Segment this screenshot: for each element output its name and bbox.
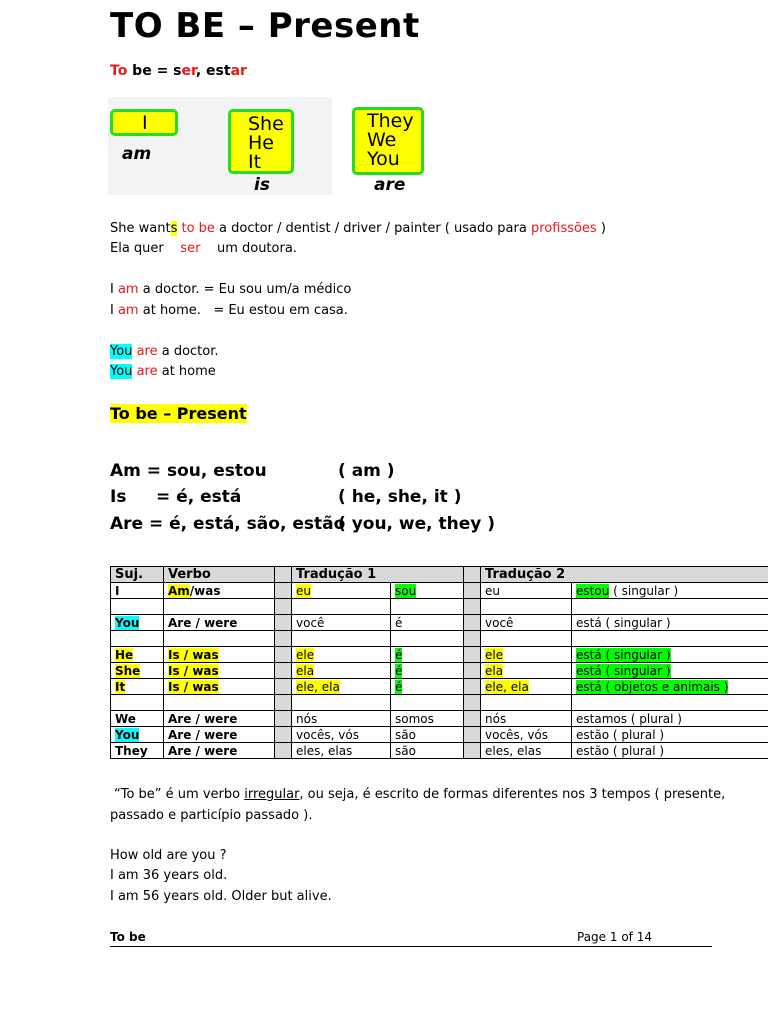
cell xyxy=(391,631,464,647)
cell-text: sou xyxy=(395,583,417,598)
cell: Are / were xyxy=(164,727,275,743)
text: “To be” é um verbo xyxy=(114,787,245,802)
page-title: TO BE – Present xyxy=(110,6,420,46)
cell xyxy=(391,663,464,679)
table-row xyxy=(111,711,768,727)
cell xyxy=(292,583,391,599)
cell-text: You xyxy=(115,615,140,630)
cell xyxy=(292,599,391,615)
cell xyxy=(292,679,391,695)
highlight-s: s xyxy=(170,221,178,236)
cell-text: é xyxy=(395,647,403,662)
table-gap xyxy=(275,615,292,631)
verb-label-am: am xyxy=(122,144,152,164)
cell: We xyxy=(111,711,164,727)
form-is-left: Is = é, está xyxy=(110,487,242,507)
table-row-empty xyxy=(111,599,768,615)
cell xyxy=(164,647,275,663)
cell: está ( singular ) xyxy=(572,615,768,631)
form-are-right: ( you, we, they ) xyxy=(338,514,496,534)
text: at home xyxy=(157,364,216,379)
text-are: are xyxy=(136,364,158,379)
cell-text: Am xyxy=(168,583,190,598)
cell: I xyxy=(111,583,164,599)
cell xyxy=(111,679,164,695)
header-sujeito: Suj. xyxy=(111,567,164,583)
cell xyxy=(391,647,464,663)
verb-label-are: are xyxy=(374,175,406,195)
table-gap xyxy=(464,599,481,615)
cell-text: Is / was xyxy=(168,647,219,662)
table-gap xyxy=(275,727,292,743)
cell xyxy=(111,647,164,663)
section-heading-text: To be – Present xyxy=(110,404,247,423)
cell-text: Is / was xyxy=(168,663,219,678)
cell xyxy=(572,599,768,615)
header-verbo: Verbo xyxy=(164,567,275,583)
pronoun-they: They xyxy=(367,110,414,132)
answer-line-1: I am 36 years old. xyxy=(110,868,228,883)
cell-text: ele xyxy=(485,647,504,662)
table-gap xyxy=(464,727,481,743)
page-number: Page 1 of 14 xyxy=(577,930,652,944)
table-gap xyxy=(464,743,481,759)
cell: eles, elas xyxy=(292,743,391,759)
table-row xyxy=(111,743,768,759)
table-gap xyxy=(275,711,292,727)
cell: eu xyxy=(481,583,572,599)
cell-text: ele, ela xyxy=(296,679,340,694)
cell-text: You xyxy=(115,727,140,742)
pronoun-i: I xyxy=(142,112,148,134)
header-traducao-1: Tradução 1 xyxy=(292,567,464,583)
table-gap xyxy=(275,631,292,647)
cell-text: é xyxy=(395,663,403,678)
cell: vocês, vós xyxy=(481,727,572,743)
text-to-be: to be xyxy=(181,221,215,236)
table-row xyxy=(111,727,768,743)
pronoun-box-they-we-you xyxy=(352,107,424,175)
table-gap xyxy=(464,663,481,679)
example-line-3 xyxy=(110,282,351,297)
section-heading xyxy=(110,404,247,423)
cell: estão ( plural ) xyxy=(572,743,768,759)
text: She want xyxy=(110,221,171,236)
question-line: How old are you ? xyxy=(110,848,227,863)
cell xyxy=(572,647,768,663)
cell xyxy=(391,679,464,695)
table-gap xyxy=(464,631,481,647)
cell: são xyxy=(391,743,464,759)
text-ser: ser xyxy=(180,241,201,256)
cell xyxy=(572,679,768,695)
text: I xyxy=(110,303,118,318)
table-row xyxy=(111,615,768,631)
table-gap xyxy=(275,743,292,759)
conjugation-table xyxy=(110,566,768,759)
text: a doctor. xyxy=(157,344,219,359)
cell xyxy=(292,631,391,647)
cell xyxy=(164,583,275,599)
cell xyxy=(164,599,275,615)
table-gap xyxy=(464,711,481,727)
cell xyxy=(164,695,275,711)
text: a doctor. = Eu sou um/a médico xyxy=(138,282,352,297)
pronoun-figure xyxy=(108,97,332,195)
footer-title: To be xyxy=(110,930,146,944)
cell-text: ele xyxy=(296,647,315,662)
cell-text: está ( singular ) xyxy=(576,647,671,662)
cell-text: /was xyxy=(189,583,221,598)
cell xyxy=(292,695,391,711)
text-profissoes: profissões xyxy=(530,221,597,236)
cell: vocês, vós xyxy=(292,727,391,743)
text: at home. = Eu estou em casa. xyxy=(138,303,348,318)
subtitle-part: To xyxy=(110,63,128,79)
table-row xyxy=(111,679,768,695)
cell: nós xyxy=(292,711,391,727)
cell xyxy=(111,631,164,647)
cell xyxy=(111,615,164,631)
table-row xyxy=(111,647,768,663)
cell xyxy=(481,599,572,615)
cell xyxy=(111,599,164,615)
cell xyxy=(292,647,391,663)
cell: são xyxy=(391,727,464,743)
subtitle-part: ar xyxy=(230,63,247,79)
cell-text: ( singular ) xyxy=(609,583,679,598)
table-gap xyxy=(464,679,481,695)
cell: você xyxy=(292,615,391,631)
table-gap xyxy=(275,567,292,583)
table-row-empty xyxy=(111,631,768,647)
cell xyxy=(481,631,572,647)
subtitle-part: , est xyxy=(195,63,231,79)
cell-text: She xyxy=(115,663,141,678)
cell xyxy=(572,583,768,599)
cell xyxy=(572,695,768,711)
explanation-paragraph-line-2: passado e particípio passado ). xyxy=(110,808,313,823)
cell xyxy=(164,679,275,695)
pronoun-you: You xyxy=(367,148,400,170)
table-gap xyxy=(464,647,481,663)
cell xyxy=(292,663,391,679)
text: I xyxy=(110,282,118,297)
cell xyxy=(572,631,768,647)
text-am: am xyxy=(117,303,139,318)
pronoun-it: It xyxy=(248,151,262,173)
cell: Are / were xyxy=(164,615,275,631)
cell-text: está ( objetos e animais ) xyxy=(576,679,729,694)
subtitle xyxy=(110,63,247,79)
text-are: are xyxy=(136,344,158,359)
cell: They xyxy=(111,743,164,759)
cell-text: estou xyxy=(576,583,610,598)
pronoun-she: She xyxy=(248,113,284,135)
form-are-left: Are = é, está, são, estão xyxy=(110,514,346,534)
cell: Are / were xyxy=(164,711,275,727)
example-line-2 xyxy=(110,241,297,256)
pronoun-box-she-he-it xyxy=(228,109,294,174)
example-line-6 xyxy=(110,364,216,379)
cell: é xyxy=(391,615,464,631)
text-you: You xyxy=(110,344,133,359)
cell: estão ( plural ) xyxy=(572,727,768,743)
cell-text: ela xyxy=(485,663,504,678)
subtitle-part: be = s xyxy=(127,63,182,79)
text: um doutora. xyxy=(200,241,297,256)
cell-text: eu xyxy=(296,583,311,598)
cell-text: está ( singular ) xyxy=(576,663,671,678)
table-header-row xyxy=(111,567,768,583)
cell xyxy=(391,695,464,711)
cell: eles, elas xyxy=(481,743,572,759)
subtitle-part: er xyxy=(181,63,196,79)
pronoun-box-i xyxy=(110,109,178,136)
cell xyxy=(481,663,572,679)
cell: nós xyxy=(481,711,572,727)
cell: somos xyxy=(391,711,464,727)
table-row xyxy=(111,663,768,679)
table-gap xyxy=(275,695,292,711)
cell xyxy=(111,727,164,743)
text: a doctor / dentist / driver / painter ( usado para xyxy=(214,221,531,236)
cell: você xyxy=(481,615,572,631)
example-line-4 xyxy=(110,303,348,318)
text: ) xyxy=(596,221,606,236)
cell xyxy=(164,631,275,647)
verb-label-is: is xyxy=(254,175,270,195)
cell-text: He xyxy=(115,647,134,662)
cell-text: é xyxy=(395,679,403,694)
table-row xyxy=(111,583,768,599)
example-line-5 xyxy=(110,344,219,359)
table-gap xyxy=(464,583,481,599)
table-gap xyxy=(275,583,292,599)
example-line-1 xyxy=(110,221,606,236)
text-irregular: irregular xyxy=(244,787,300,802)
cell xyxy=(481,647,572,663)
cell: Are / were xyxy=(164,743,275,759)
cell-text: ela xyxy=(296,663,315,678)
cell-text: It xyxy=(115,679,126,694)
cell-text: Is / was xyxy=(168,679,219,694)
cell xyxy=(111,663,164,679)
answer-line-2: I am 56 years old. Older but alive. xyxy=(110,889,332,904)
table-row-empty xyxy=(111,695,768,711)
header-traducao-2: Tradução 2 xyxy=(481,567,768,583)
cell-text: ele, ela xyxy=(485,679,529,694)
table-gap xyxy=(464,615,481,631)
cell xyxy=(391,599,464,615)
form-am-right: ( am ) xyxy=(338,461,395,481)
form-am-left: Am = sou, estou xyxy=(110,461,267,481)
text-am: am xyxy=(117,282,139,297)
cell: estamos ( plural ) xyxy=(572,711,768,727)
table-gap xyxy=(464,567,481,583)
text: , ou seja, é escrito de formas diferentes nos 3 tempos ( presente, xyxy=(299,787,726,802)
cell xyxy=(481,679,572,695)
table-gap xyxy=(275,647,292,663)
cell xyxy=(481,695,572,711)
pronoun-he: He xyxy=(248,132,274,154)
pronoun-we: We xyxy=(367,129,397,151)
page-footer xyxy=(110,930,712,947)
table-gap xyxy=(464,695,481,711)
cell xyxy=(572,663,768,679)
table-gap xyxy=(275,679,292,695)
cell xyxy=(164,663,275,679)
table-gap xyxy=(275,599,292,615)
form-is-right: ( he, she, it ) xyxy=(338,487,462,507)
table-gap xyxy=(275,663,292,679)
text: Ela quer xyxy=(110,241,181,256)
explanation-paragraph xyxy=(114,787,725,802)
cell xyxy=(391,583,464,599)
cell xyxy=(111,695,164,711)
text-you: You xyxy=(110,364,133,379)
